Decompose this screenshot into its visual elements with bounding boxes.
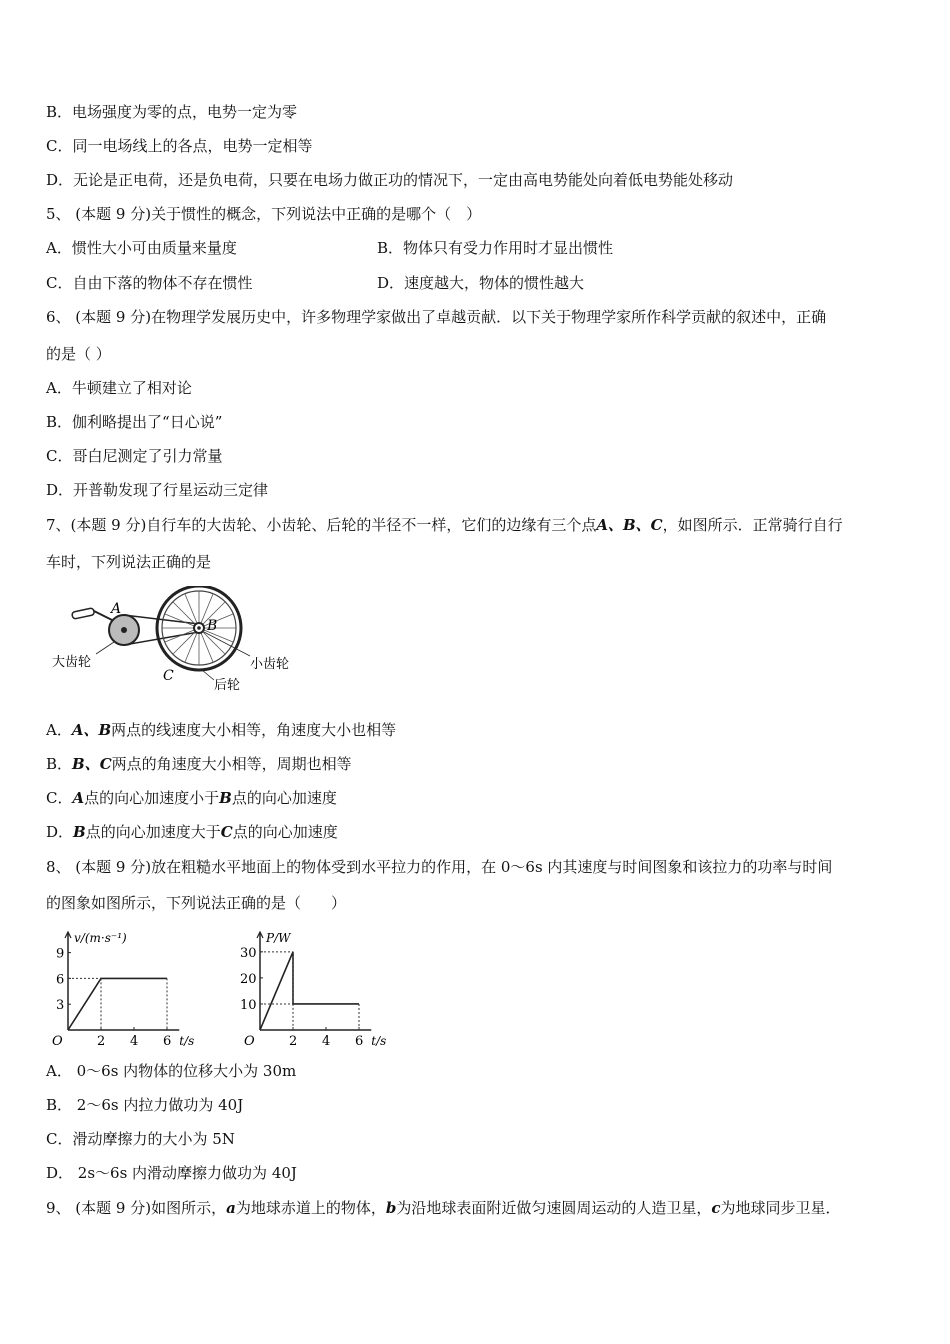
q8-stem-line2: 的图象如图所示，下列说法正确的是（ ）	[46, 894, 347, 912]
q7-option-b: B．B、C两点的角速度大小相等，周期也相等	[46, 755, 352, 773]
v-chart-y-tick-label: 6	[56, 972, 65, 988]
q5-option-b: B．物体只有受力作用时才显出惯性	[377, 239, 614, 257]
label-b: B	[207, 618, 218, 634]
v-chart-y-axis-label: v/(m·s⁻¹)	[74, 931, 127, 945]
label-big-gear: 大齿轮	[52, 655, 92, 670]
p-chart-x-tick-label: 2	[289, 1034, 298, 1049]
label-rear-wheel: 后轮	[214, 678, 241, 692]
v-chart-y-tick-label: 9	[56, 946, 65, 962]
q8-option-b: B． 2～6s 内拉力做功为 40J	[46, 1096, 244, 1114]
q8-option-c: C．滑动摩擦力的大小为 5N	[46, 1130, 235, 1148]
v-chart-x-axis-label: t/s	[179, 1034, 195, 1048]
label-a: A	[111, 601, 122, 617]
q5-stem: 5、 (本题 9 分)关于惯性的概念，下列说法中正确的是哪个（ ）	[46, 205, 482, 223]
v-chart-y-tick-label: 3	[56, 998, 65, 1014]
q7-stem-line2: 车时，下列说法正确的是	[46, 553, 212, 571]
v-chart-origin-label: O	[52, 1034, 63, 1049]
q9-stem: 9、 (本题 9 分)如图所示，a为地球赤道上的物体，b为沿地球表面附近做匀速圆周运动的人造卫星，c为地球同步卫星．	[46, 1199, 841, 1217]
q6-stem-line2: 的是（ ）	[46, 345, 111, 363]
p-chart-y-tick-label: 10	[240, 997, 257, 1013]
q6-option-d: D．开普勒发现了行星运动三定律	[46, 481, 269, 499]
label-c: C	[163, 668, 174, 684]
velocity-time-chart	[46, 924, 216, 1050]
v-chart-x-tick-label: 6	[163, 1034, 172, 1049]
q5-option-a: A．惯性大小可由质量来量度	[46, 239, 237, 257]
q7-option-d: D．B点的向心加速度大于C点的向心加速度	[46, 823, 338, 841]
q7-stem-line1: 7、(本题 9 分)自行车的大齿轮、小齿轮、后轮的半径不一样，它们的边缘有三个点A、B、C，如图所示．正常骑行自行	[46, 516, 843, 534]
label-small-gear: 小齿轮	[250, 657, 290, 672]
v-chart-x-tick-label: 4	[130, 1034, 139, 1049]
q8-option-a: A． 0～6s 内物体的位移大小为 30m	[46, 1062, 297, 1080]
q7-option-a: A．A、B两点的线速度大小相等，角速度大小也相等	[46, 721, 397, 739]
p-chart-y-tick-label: 20	[240, 971, 257, 987]
q4-option-c: C．同一电场线上的各点，电势一定相等	[46, 137, 313, 155]
pedal	[72, 608, 95, 619]
v-chart-x-tick-label: 2	[97, 1034, 106, 1049]
p-chart-series-line	[260, 952, 359, 1030]
q8-stem-line1: 8、 (本题 9 分)放在粗糙水平地面上的物体受到水平拉力的作用，在 0～6s 内其速度与时间图象和该拉力的功率与时间	[46, 858, 833, 876]
q6-option-b: B．伽利略提出了“日心说”	[46, 413, 223, 431]
v-chart-series-line	[68, 978, 167, 1030]
p-chart-y-axis-label: P/W	[266, 931, 291, 945]
bicycle-gear-figure	[52, 586, 302, 692]
q5-option-c: C．自由下落的物体不存在惯性	[46, 274, 253, 292]
p-chart-y-tick-label: 30	[240, 945, 257, 961]
q4-option-d: D．无论是正电荷，还是负电荷，只要在电场力做正功的情况下，一定由高电势能处向着低电势能处移动	[46, 171, 734, 189]
q6-option-c: C．哥白尼测定了引力常量	[46, 447, 223, 465]
q5-option-d: D．速度越大，物体的惯性越大	[377, 274, 585, 292]
p-chart-x-axis-label: t/s	[371, 1034, 387, 1048]
power-time-chart	[238, 924, 408, 1050]
p-chart-origin-label: O	[244, 1034, 255, 1049]
p-chart-x-tick-label: 4	[322, 1034, 331, 1049]
p-chart-x-tick-label: 6	[355, 1034, 364, 1049]
q4-option-b: B．电场强度为零的点，电势一定为零	[46, 103, 298, 121]
q7-option-c: C．A点的向心加速度小于B点的向心加速度	[46, 789, 337, 807]
q6-option-a: A．牛顿建立了相对论	[46, 379, 192, 397]
q6-stem-line1: 6、 (本题 9 分)在物理学发展历史中，许多物理学家做出了卓越贡献．以下关于物理学家所作科学贡献的叙述中，正确	[46, 308, 827, 326]
q8-option-d: D． 2s～6s 内滑动摩擦力做功为 40J	[46, 1164, 297, 1182]
